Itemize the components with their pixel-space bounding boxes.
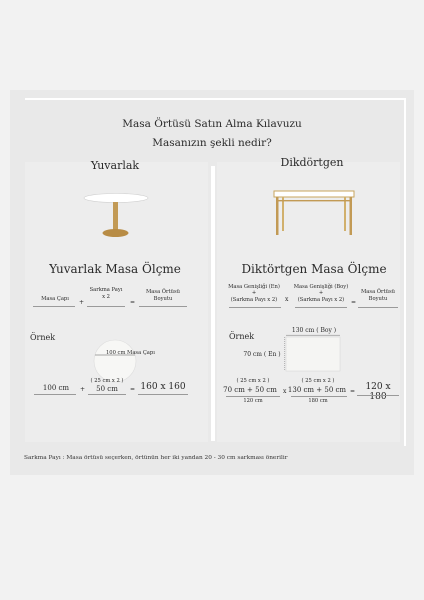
round-term2-line <box>87 306 125 307</box>
rect-formula-term2-mid: + <box>318 290 324 296</box>
rect-formula-result: Masa Örtüsü Boyutu <box>361 289 395 302</box>
round-diagram-label: 100 cm Masa Çapı <box>106 350 155 356</box>
rect-boy-label: 130 cm ( Boy ) <box>291 327 337 334</box>
rect-formula-equals: = <box>351 299 357 306</box>
rect-formula-term2-top: Masa Genişliği (Boy) <box>293 284 349 290</box>
round-example-plus: + <box>80 386 86 393</box>
round-v1-line <box>34 394 76 395</box>
rect-example-label: Örnek <box>229 332 255 341</box>
rect-table-icon <box>272 189 356 237</box>
rect-example-a-top: ( 25 cm x 2 ) <box>236 378 270 384</box>
rect-example-b-sum: 180 cm <box>308 398 328 404</box>
rect-example-a-sum: 120 cm <box>243 398 263 404</box>
round-example-v2-top: ( 25 cm x 2 ) <box>90 378 124 384</box>
guide-title: Masa Örtüsü Satın Alma Kılavuzu <box>122 118 302 130</box>
rect-measure-title: Diktörtgen Masa Ölçme <box>241 262 387 276</box>
rect-formula-term2-bot: (Sarkma Payı x 2) <box>297 297 345 303</box>
rect-example-a: 70 cm + 50 cm <box>223 386 277 394</box>
shape-question: Masanızın şekli nedir? <box>152 137 272 149</box>
round-formula-term1: Masa Çapı <box>41 296 69 302</box>
round-example-v1: 100 cm <box>42 384 70 392</box>
round-formula-plus: + <box>79 299 85 306</box>
round-formula-result: Masa Örtüsü Boyutu <box>146 289 180 302</box>
round-v2-line <box>88 394 126 395</box>
rect-formula-term1-mid: + <box>251 290 257 296</box>
rect-heading: Dikdörtgen <box>280 156 344 169</box>
rect-b-line <box>291 396 347 397</box>
rect-en-label: 70 cm ( En ) <box>243 351 281 358</box>
rect-diagram-icon <box>284 334 342 374</box>
rect-result-value-line <box>357 395 399 396</box>
round-table-icon <box>78 190 154 242</box>
rect-a-line <box>226 396 280 397</box>
rect-example-equals: = <box>350 388 356 395</box>
round-measure-title: Yuvarlak Masa Ölçme <box>49 262 181 276</box>
round-result-value-line <box>138 394 188 395</box>
rect-example-b-top: ( 25 cm x 2 ) <box>301 378 335 384</box>
panel-divider <box>211 166 215 441</box>
rect-example-b: 130 cm + 50 cm <box>287 386 347 394</box>
round-example-result: 160 x 160 <box>140 382 186 392</box>
round-example-equals: = <box>130 386 136 393</box>
round-example-v2: 50 cm <box>96 385 118 393</box>
rect-example-result: 120 x 180 <box>365 382 391 402</box>
round-heading: Yuvarlak <box>90 159 140 172</box>
frame-right-line <box>404 98 406 446</box>
rect-result-line <box>358 307 398 308</box>
round-term1-line <box>33 306 75 307</box>
round-formula-term2: Sarkma Payı x 2 <box>89 287 123 300</box>
rect-term2-line <box>295 307 347 308</box>
round-result-line <box>139 306 187 307</box>
rect-term1-line <box>229 307 281 308</box>
rect-example-times: x <box>283 388 287 395</box>
round-formula-equals: = <box>130 299 136 306</box>
rect-formula-term1-bot: (Sarkma Payı x 2) <box>230 297 278 303</box>
frame-top-line <box>25 98 406 100</box>
rect-formula-term1-top: Masa Genişliği (En) <box>228 284 280 290</box>
rect-formula-times: x <box>285 296 289 303</box>
footnote: Sarkma Payı : Masa örtüsü seçerken, örtünün her iki yandan 20 - 30 cm sarkması önerilir <box>24 455 288 461</box>
round-example-label: Örnek <box>30 333 56 342</box>
